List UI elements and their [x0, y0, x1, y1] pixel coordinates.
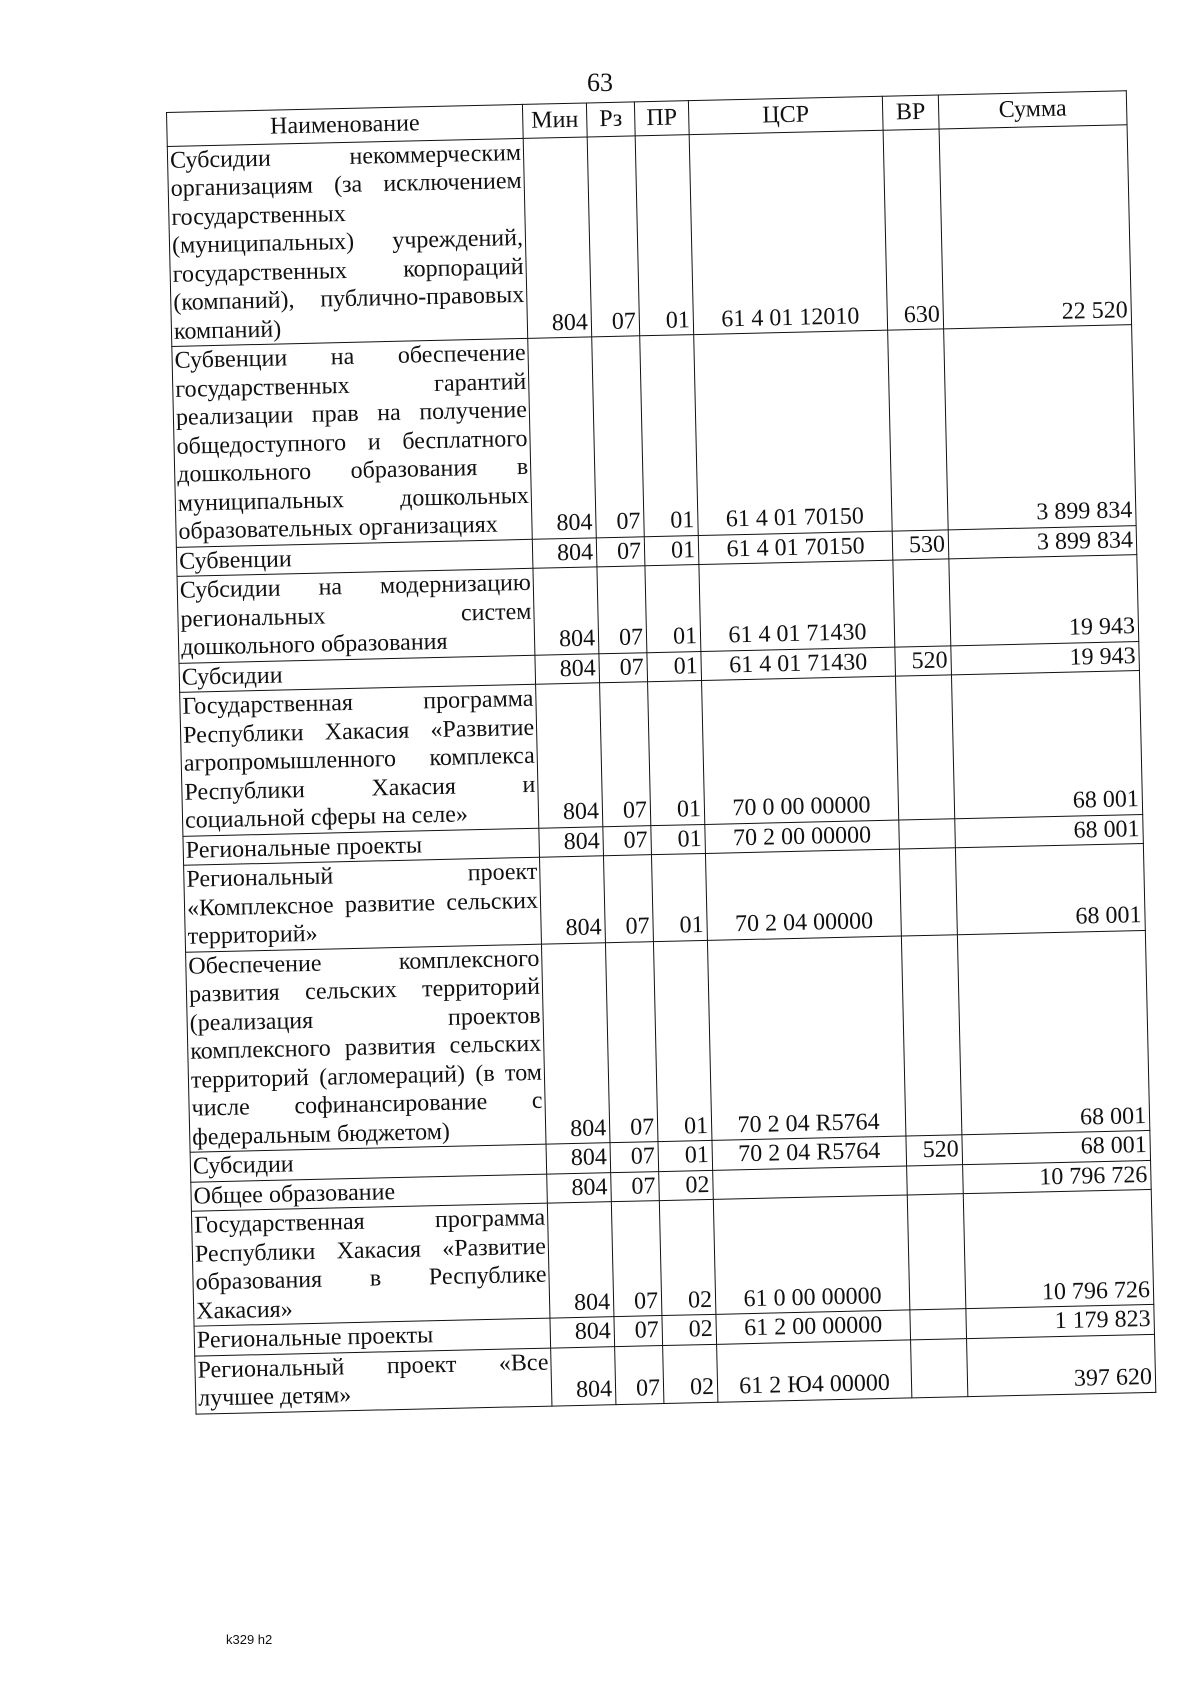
budget-table-wrapper — [166, 90, 1155, 1414]
row-vr — [911, 1338, 968, 1397]
budget-table — [166, 90, 1156, 1414]
row-pr: 02 — [659, 1199, 716, 1315]
row-csr: 70 2 04 R5764 — [707, 936, 905, 1141]
row-pr: 02 — [663, 1344, 718, 1403]
row-vr — [895, 675, 954, 820]
row-rz: 07 — [597, 566, 647, 654]
row-csr: 61 4 01 12010 — [689, 130, 887, 335]
row-rz: 07 — [596, 536, 645, 567]
row-name: Государственная программа Республики Хакасия «Развитие образования в Республике Хакасия» — [191, 1203, 550, 1326]
row-sum: 68 001 — [951, 671, 1142, 819]
row-csr: 70 2 00 00000 — [705, 820, 900, 854]
row-name: Субсидии — [190, 1144, 547, 1182]
row-vr — [907, 1164, 964, 1195]
row-sum: 10 796 726 — [963, 1160, 1152, 1194]
row-sum: 397 620 — [967, 1334, 1156, 1396]
row-pr: 01 — [653, 940, 712, 1142]
row-sum: 68 001 — [962, 1130, 1151, 1164]
row-min: 804 — [528, 337, 597, 539]
page-number: 63 — [587, 68, 613, 97]
row-pr: 01 — [640, 335, 699, 537]
table-row — [167, 124, 1131, 346]
table-body — [167, 124, 1156, 1413]
row-vr: 520 — [906, 1135, 963, 1166]
row-pr: 01 — [645, 565, 701, 653]
row-csr: 61 4 01 71430 — [701, 647, 896, 681]
row-vr: 530 — [892, 529, 949, 560]
row-name: Субсидии на модернизацию региональных систем дошкольного образования — [177, 568, 535, 663]
row-sum: 10 796 726 — [963, 1189, 1154, 1308]
row-pr: 01 — [648, 680, 705, 825]
table-row — [191, 1189, 1153, 1326]
row-csr: 61 4 01 70150 — [694, 330, 892, 535]
row-min: 804 — [523, 136, 592, 338]
row-sum: 68 001 — [955, 814, 1144, 848]
row-min: 804 — [546, 1143, 611, 1174]
row-pr: 01 — [651, 853, 707, 941]
row-csr: 70 2 04 00000 — [705, 849, 901, 940]
row-name: Государственная программа Республики Хакасия «Развитие агропромышленного комплекса Республики Хакасия и социальной сферы на селе» — [180, 684, 539, 836]
row-sum: 19 943 — [949, 555, 1139, 646]
row-rz: 07 — [611, 1171, 660, 1202]
row-min: 804 — [535, 653, 600, 684]
row-rz: 07 — [615, 1345, 664, 1404]
row-min: 804 — [539, 826, 604, 857]
row-csr: 70 2 04 R5764 — [712, 1136, 907, 1170]
row-min: 804 — [551, 1346, 616, 1405]
row-vr — [899, 818, 956, 849]
row-rz: 07 — [605, 941, 658, 1143]
row-sum: 3 899 834 — [944, 325, 1137, 530]
row-name: Субвенции на обеспечение государственных гарантий реализации прав на получение общедоступного и бесплатного дошкольного образования в муниципальных дошкольных образовательных организациях — [172, 338, 532, 547]
row-csr: 70 0 00 00000 — [702, 676, 899, 824]
row-csr — [713, 1165, 908, 1199]
row-rz: 07 — [610, 1142, 659, 1173]
row-name: Региональный проект «Все лучшее детям» — [195, 1348, 552, 1414]
table-row — [172, 325, 1136, 547]
row-pr: 01 — [658, 1140, 713, 1171]
row-pr: 02 — [662, 1314, 717, 1345]
row-csr: 61 4 01 71430 — [699, 560, 895, 651]
row-min: 804 — [540, 856, 606, 944]
row-csr: 61 0 00 00000 — [713, 1195, 910, 1314]
col-header-min: Мин — [522, 103, 587, 138]
row-vr — [899, 848, 957, 936]
table-row — [186, 930, 1150, 1152]
row-rz: 07 — [587, 135, 640, 337]
row-vr — [910, 1309, 967, 1340]
row-sum: 19 943 — [951, 641, 1140, 675]
row-vr — [888, 329, 949, 531]
row-min: 804 — [547, 1172, 612, 1203]
row-pr: 01 — [635, 134, 694, 336]
row-min: 804 — [533, 567, 599, 655]
row-rz: 07 — [614, 1316, 663, 1347]
row-rz: 07 — [592, 336, 645, 538]
row-min: 804 — [541, 942, 610, 1144]
table-row — [180, 671, 1143, 836]
row-rz: 07 — [611, 1201, 662, 1317]
row-rz: 07 — [600, 682, 651, 827]
row-sum: 3 899 834 — [948, 525, 1137, 559]
row-pr: 02 — [659, 1170, 714, 1201]
row-min: 804 — [532, 537, 597, 568]
row-pr: 01 — [644, 535, 699, 566]
row-vr — [893, 559, 951, 647]
row-sum: 22 520 — [939, 124, 1132, 329]
row-sum: 68 001 — [955, 844, 1145, 935]
row-vr — [901, 934, 962, 1136]
row-pr: 01 — [647, 651, 702, 682]
row-sum: 1 179 823 — [966, 1304, 1155, 1338]
row-min: 804 — [547, 1202, 614, 1318]
row-name: Субвенции — [176, 539, 533, 577]
row-min: 804 — [550, 1317, 615, 1348]
footer-code: k329 h2 — [226, 1632, 273, 1647]
col-header-name: Наименование — [167, 104, 524, 146]
row-vr — [907, 1194, 966, 1310]
row-name: Субсидии — [179, 655, 536, 693]
row-rz: 07 — [603, 855, 653, 943]
row-pr: 01 — [651, 824, 706, 855]
col-header-rz: Рз — [586, 102, 635, 137]
row-csr: 61 2 Ю4 00000 — [717, 1339, 912, 1401]
row-name: Обеспечение комплексного развития сельских территорий (реализация проектов комплексного развития сельских территорий (агломераций) (в том числе софинансирование с федеральным бюджетом) — [186, 944, 546, 1153]
row-name: Региональные проекты — [194, 1318, 551, 1356]
row-csr: 61 4 01 70150 — [698, 531, 893, 565]
row-name: Региональные проекты — [183, 828, 540, 866]
col-header-vr: ВР — [882, 95, 939, 130]
row-vr: 520 — [895, 645, 952, 676]
row-name: Общее образование — [191, 1174, 548, 1212]
row-rz: 07 — [599, 652, 648, 683]
row-vr: 630 — [883, 128, 944, 330]
row-rz: 07 — [603, 825, 652, 856]
row-min: 804 — [536, 683, 603, 828]
col-header-sum: Сумма — [938, 91, 1127, 129]
col-header-pr: ПР — [634, 101, 689, 136]
row-name: Субсидии некоммерческим организациям (за исключением государственных (муниципальных) учреждений, государственных корпораций (компаний), публично-правовых компаний) — [167, 138, 527, 347]
row-name: Региональный проект «Комплексное развитие сельских территорий» — [184, 857, 542, 952]
col-header-csr: ЦСР — [688, 96, 883, 134]
row-csr: 61 2 00 00000 — [716, 1310, 911, 1344]
row-sum: 68 001 — [957, 930, 1150, 1135]
